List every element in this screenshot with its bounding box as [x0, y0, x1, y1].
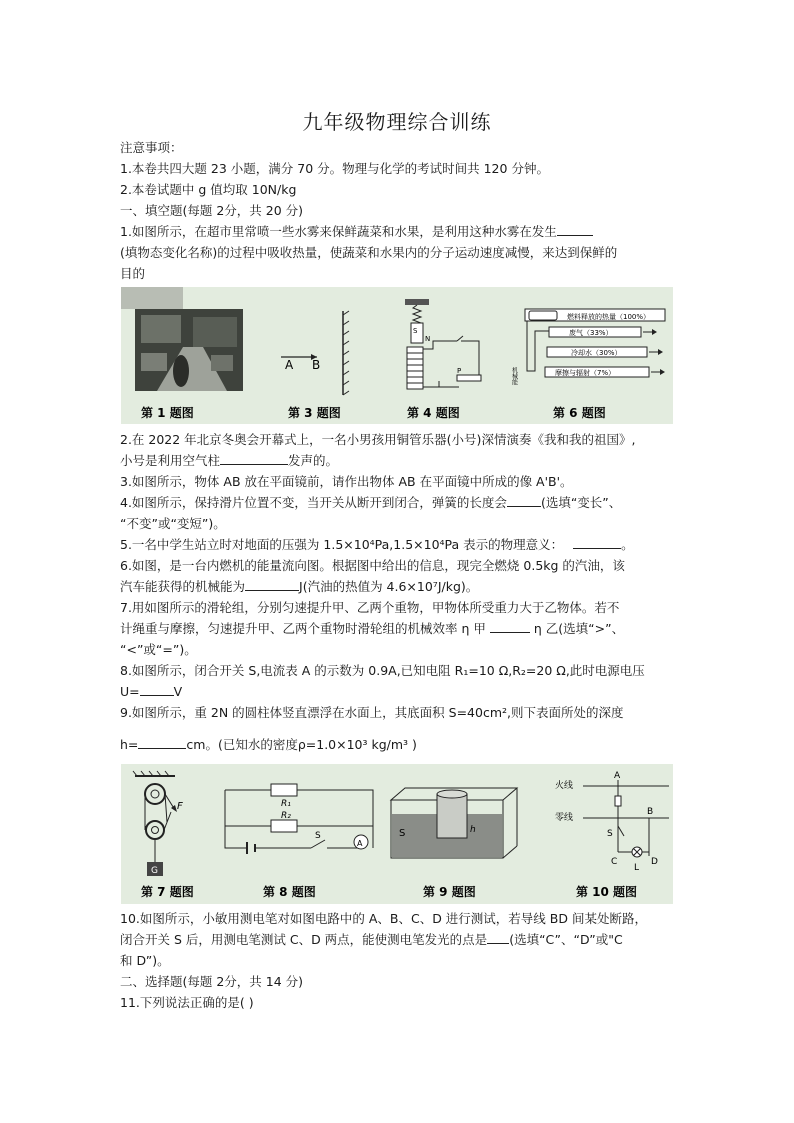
- caption-fig6: 第 6 题图: [553, 406, 606, 420]
- q8-answer-blank[interactable]: [140, 683, 174, 696]
- fig3-label-a: A: [285, 358, 294, 372]
- notice-item-1: 1.本卷共四大题 23 小题，满分 70 分。物理与化学的考试时间共 120 分钟。: [120, 161, 549, 176]
- caption-fig3: 第 3 题图: [288, 406, 341, 420]
- fig10-label-l: L: [634, 863, 640, 873]
- fig10-label-c: C: [611, 857, 618, 867]
- q1-line1: [120, 223, 680, 241]
- q1-answer-blank[interactable]: [557, 223, 593, 236]
- fig8-circuit-diagram: [225, 784, 373, 854]
- q6-line1: 6.如图，是一台内燃机的能量流向图。根据图中给出的信息，现完全燃烧 0.5kg 的汽油，该: [120, 558, 625, 573]
- fig4-electromagnet-diagram: [405, 299, 481, 389]
- fig1-supermarket-photo: [121, 287, 243, 391]
- q4-answer-blank[interactable]: [507, 494, 541, 507]
- q2-text-b: 发声的。: [288, 453, 339, 468]
- fig3-label-b: B: [312, 358, 321, 372]
- q9-text-b: cm。(已知水的密度ρ=1.0×10³ kg/m³ ): [186, 737, 417, 752]
- caption-fig10: 第 10 题图: [576, 885, 638, 899]
- q9-answer-blank[interactable]: [138, 736, 186, 749]
- figure-band-bottom: [121, 764, 673, 904]
- caption-fig8: 第 8 题图: [263, 885, 316, 899]
- fig10-label-neutral: 零线: [555, 813, 574, 823]
- q7-line1: 7.用如图所示的滑轮组，分别匀速提升甲、乙两个重物，甲物体所受重力大于乙物体。若不: [120, 600, 620, 615]
- q8-line2: [120, 683, 680, 701]
- fig8-label-ammeter: A: [357, 839, 363, 848]
- fig10-household-circuit-diagram: [555, 771, 669, 873]
- fig8-label-r2: R₂: [281, 811, 291, 821]
- q4-line1: [120, 494, 680, 512]
- caption-fig4: 第 4 题图: [407, 406, 460, 420]
- q6-text-a: 汽车能获得的机械能为: [120, 579, 246, 594]
- fig6-label-coolant: 冷却水（30%）: [571, 349, 622, 357]
- q10-line2: [120, 931, 680, 949]
- fig6-label-exhaust: 废气（33%）: [569, 329, 613, 337]
- caption-fig7: 第 7 题图: [141, 885, 194, 899]
- q1-line2: (填物态变化名称)的过程中吸收热量，使蔬菜和水果内的分子运动速度减慢，来达到保鲜的: [120, 245, 618, 260]
- q7-text-b: η 乙(选填“>”、: [533, 621, 625, 636]
- q7-line3: “<”或“=”)。: [120, 642, 197, 657]
- fig10-label-a: A: [614, 771, 621, 781]
- fig6-energy-flow-diagram: [511, 309, 666, 386]
- q6-text-b: J(汽油的热值为 4.6×10⁷J/kg)。: [299, 579, 479, 594]
- caption-fig1: 第 1 题图: [141, 406, 194, 420]
- q6-answer-blank[interactable]: [245, 578, 299, 591]
- fig9-label-h: h: [470, 825, 476, 835]
- q5-answer-blank[interactable]: [573, 536, 621, 549]
- fig10-label-d: D: [651, 857, 658, 867]
- q5-line: [120, 536, 680, 554]
- q7-text-a: 计绳重与摩擦，匀速提升甲、乙两个重物时滑轮组的机械效率 η 甲: [120, 621, 486, 636]
- fig8-label-r1: R₁: [281, 799, 291, 809]
- fig6-label-total: 燃料释放的热量（100%）: [567, 313, 651, 321]
- q7-answer-blank[interactable]: [490, 620, 530, 633]
- q4-text-b: (选填“变长”、: [540, 495, 622, 510]
- page-title: 九年级物理综合训练: [302, 110, 492, 134]
- notice-item-2: 2.本卷试题中 g 值均取 10N/kg: [120, 182, 297, 197]
- q10-line1: 10.如图所示，小敏用测电笔对如图电路中的 A、B、C、D 进行测试，若导线 BD 间某处断路，: [120, 911, 647, 926]
- figures-top-svg: [121, 287, 673, 424]
- fig7-label-f: F: [177, 801, 183, 812]
- q2-line1: 2.在 2022 年北京冬奥会开幕式上，一名小男孩用铜管乐器(小号)深情演奏《我和我的祖国》,: [120, 432, 636, 447]
- q1-line3: 目的: [120, 266, 146, 281]
- q10-text-b: (选填“C”、“D”或"C: [509, 932, 623, 947]
- q3-line: 3.如图所示，物体 AB 放在平面镜前，请作出物体 AB 在平面镜中所成的像 A'B'。: [120, 474, 573, 489]
- q7-line2: [120, 620, 680, 638]
- figures-bottom-svg: [121, 764, 673, 904]
- q10-line3: 和 D”)。: [120, 953, 170, 968]
- q5-text-b: 。: [621, 537, 634, 552]
- q9-line1: 9.如图所示，重 2N 的圆柱体竖直漂浮在水面上，其底面积 S=40cm²,则下表面所处的深度: [120, 705, 624, 720]
- q5-text-a: 5.一名中学生站立时对地面的压强为 1.5×10⁴Pa,1.5×10⁴Pa 表示的物理意义：: [120, 537, 564, 552]
- notice-heading: 注意事项：: [120, 140, 183, 155]
- fig10-label-b: B: [647, 807, 654, 817]
- q4-line2: “不变”或“变短”)。: [120, 516, 226, 531]
- q2-answer-blank[interactable]: [220, 452, 288, 465]
- q8-text-b: V: [173, 684, 183, 699]
- section2-heading: 二、选择题(每题 2分，共 14 分): [120, 974, 304, 989]
- q6-line2: [120, 578, 680, 596]
- q10-answer-blank[interactable]: [487, 931, 509, 944]
- fig9-water-tank-diagram: [391, 788, 517, 858]
- fig6-label-friction: 摩擦与辐射（7%）: [555, 369, 616, 377]
- q8-line1: 8.如图所示，闭合开关 S,电流表 A 的示数为 0.9A,已知电阻 R₁=10 Ω,R₂=20 Ω,此时电源电压: [120, 663, 645, 678]
- fig7-pulley-diagram: [133, 771, 183, 876]
- fig4-label-p: P: [457, 367, 462, 375]
- fig10-label-s: S: [607, 829, 613, 839]
- section1-heading: 一、填空题(每题 2分，共 20 分): [120, 203, 304, 218]
- q10-text-a: 闭合开关 S 后，用测电笔测试 C、D 两点，能使测电笔发光的点是: [120, 932, 488, 947]
- fig3-mirror-diagram: [281, 311, 349, 395]
- fig7-label-g: G: [151, 866, 158, 876]
- q1-text: 1.如图所示，在超市里常喷一些水雾来保鲜蔬菜和水果，是利用这种水雾在发生: [120, 224, 557, 239]
- q8-text-a: U=: [120, 684, 140, 699]
- figure-band-top: [121, 287, 673, 424]
- q9-line2: [120, 736, 680, 754]
- q2-text-a: 小号是利用空气柱: [120, 453, 221, 468]
- fig4-label-s: S: [413, 327, 418, 335]
- q11-line: 11.下列说法正确的是( ): [120, 995, 254, 1010]
- fig4-label-n: N: [425, 335, 431, 343]
- q9-text-a: h=: [120, 737, 139, 752]
- caption-fig9: 第 9 题图: [423, 885, 476, 899]
- fig8-label-s: S: [315, 831, 321, 841]
- fig9-label-s: S: [399, 828, 406, 839]
- q4-text-a: 4.如图所示，保持滑片位置不变，当开关从断开到闭合，弹簧的长度会: [120, 495, 507, 510]
- fig6-label-mechanical: 机械能: [510, 367, 518, 385]
- fig10-label-live: 火线: [555, 781, 574, 791]
- q2-line2: [120, 452, 680, 470]
